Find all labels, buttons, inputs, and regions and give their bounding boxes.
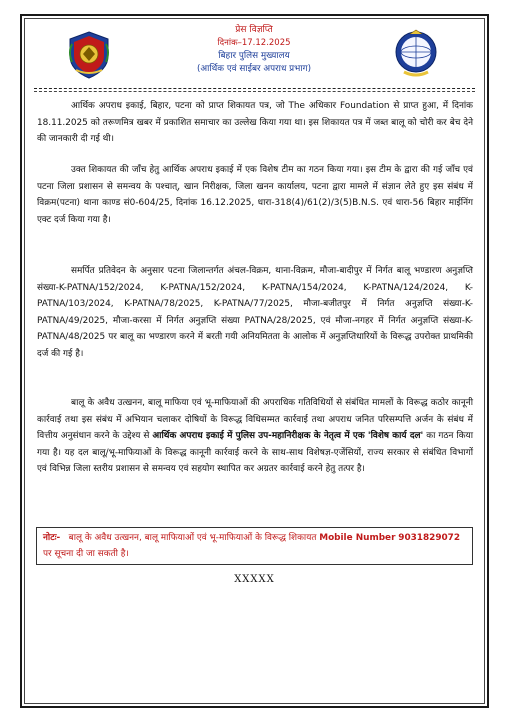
paragraph-complaint-text: आर्थिक अपराध इकाई, बिहार, पटना को प्राप्त शिकायत पत्र, जो The अधिकार Foundation से प्राप्त हुआ, में दिनांक 18.11.2025 को तरूणमित्र खबर में प्रकाशित समाचार का उल्लेख किया गया था। इस शिकायत पत्र में जब्त बालू को चोरी कर बेच देने की जानकारी दी गई थी। — [37, 101, 473, 145]
paragraph-task-force-text-c: का गठन किया गया है। यह दल बालू/भू-माफियाओं के विरूद्ध कानूनी कार्रवाई करने के साथ-साथ विशेषज्ञ-एजेंसियों, राज्य सरकार से संबंधित विभागों एवं विभिन्न जिला स्तरीय प्रशासन से समन्वय एवं सहयोग स्थापित कर अग्रतर कार्रवाई करने हेतु तत्पर है। — [37, 431, 473, 475]
paragraph-task-force-text-a: बालू के अवैध उत्खनन, बालू माफिया एवं भू-माफियाओं की अपराधिक गतिविधियों से संबंधित मामलों के विरूद्ध कठोर कानूनी कार्रवाई तथा इस संबंध में अभियान चलाकर दोषियों के विरूद्ध विधिसम्मत कार्रवाई तथा अपराध जनित परिसम्पत्ति अर्जन के संबंध में वित्तीय अनुसंधान करने के उद्देश्य से — [37, 398, 473, 442]
paragraph-task-force — [37, 395, 473, 478]
paragraph-licences — [37, 263, 473, 363]
paragraph-complaint — [37, 98, 473, 148]
note-text-end: पर सूचना दी जा सकती है। — [43, 548, 129, 559]
press-release-title: प्रेस विज्ञप्ति — [235, 25, 273, 35]
office-name: बिहार पुलिस मुख्यालय — [218, 51, 290, 61]
paragraph-investigation — [37, 162, 473, 228]
eow-emblem-icon — [390, 28, 442, 80]
letterhead-text — [144, 24, 364, 76]
note-text: बालू के अवैध उत्खनन, बालू माफियाओं एवं भू-माफियाओं के विरूद्ध शिकायत — [68, 533, 317, 543]
letterhead — [24, 22, 485, 86]
closing-mark: XXXXX — [234, 574, 275, 585]
complaint-note-box — [36, 527, 473, 565]
header-divider — [34, 88, 475, 89]
division-name: (आर्थिक एवं साईबर अपराध प्रभाग) — [196, 64, 312, 74]
bihar-police-emblem-icon — [64, 30, 114, 80]
mobile-number: 9031829072 — [398, 533, 461, 543]
paragraph-investigation-text: उक्त शिकायत की जाँच हेतु आर्थिक अपराध इकाई में एक विशेष टीम का गठन किया गया। इस टीम के द्वारा की गई जाँच एवं पटना जिला प्रशासन से समन्वय के पश्चात्, खान निरीक्षक, जिला खनन कार्यालय, पटना द्वारा मामले में संज्ञान लेते हुए इस संबंध में विक्रम(पटना) थाना काण्ड सं0-604/25, दिनांक 16.12.2025, धारा-318(4)/61(2)/3(5)B.N.S. एवं धारा-56 बिहार माईनिंग एक्ट दर्ज किया गया है। — [37, 165, 473, 225]
note-label: नोटः- — [43, 533, 61, 543]
mobile-label: Mobile Number — [319, 533, 396, 543]
paragraph-licences-text: समर्पित प्रतिवेदन के अनुसार पटना जिलान्तर्गत अंचल-विक्रम, थाना-विक्रम, मौजा-बादीपुर में निर्गत बालू भण्डारण अनुज्ञप्ति संख्या-K-PATNA/152/2024, K-PATNA/152/2024, K-PATNA/154/2024, K-PATNA/124/2024, K-PATNA/103/2024, K-PATNA/78/2025, K-PATNA/77/2025, मौजा-बजीतपुर में निर्गत अनुज्ञप्ति संख्या-K-PATNA/49/2025, मौजा-करसा में निर्गत अनुज्ञप्ति संख्या PATNA/28/2025, एवं मौजा-नगहर में निर्गत अनुज्ञप्ति संख्या-K-PATNA/48/2025 पर बालू का भण्डारण करने में बरती गयी अनियमितता के आलोक में अनुज्ञप्तिधारियों के विरूद्ध उपरोक्त प्राथमिकी दर्ज की गई है। — [37, 266, 473, 359]
paragraph-task-force-highlight: आर्थिक अपराध इकाई में पुलिस उप-महानिरीक्षक के नेतृत्व में एक 'विशेष कार्य दल' — [152, 431, 424, 442]
release-date: दिनांक–17.12.2025 — [217, 38, 291, 48]
header-divider-secondary — [34, 91, 475, 92]
